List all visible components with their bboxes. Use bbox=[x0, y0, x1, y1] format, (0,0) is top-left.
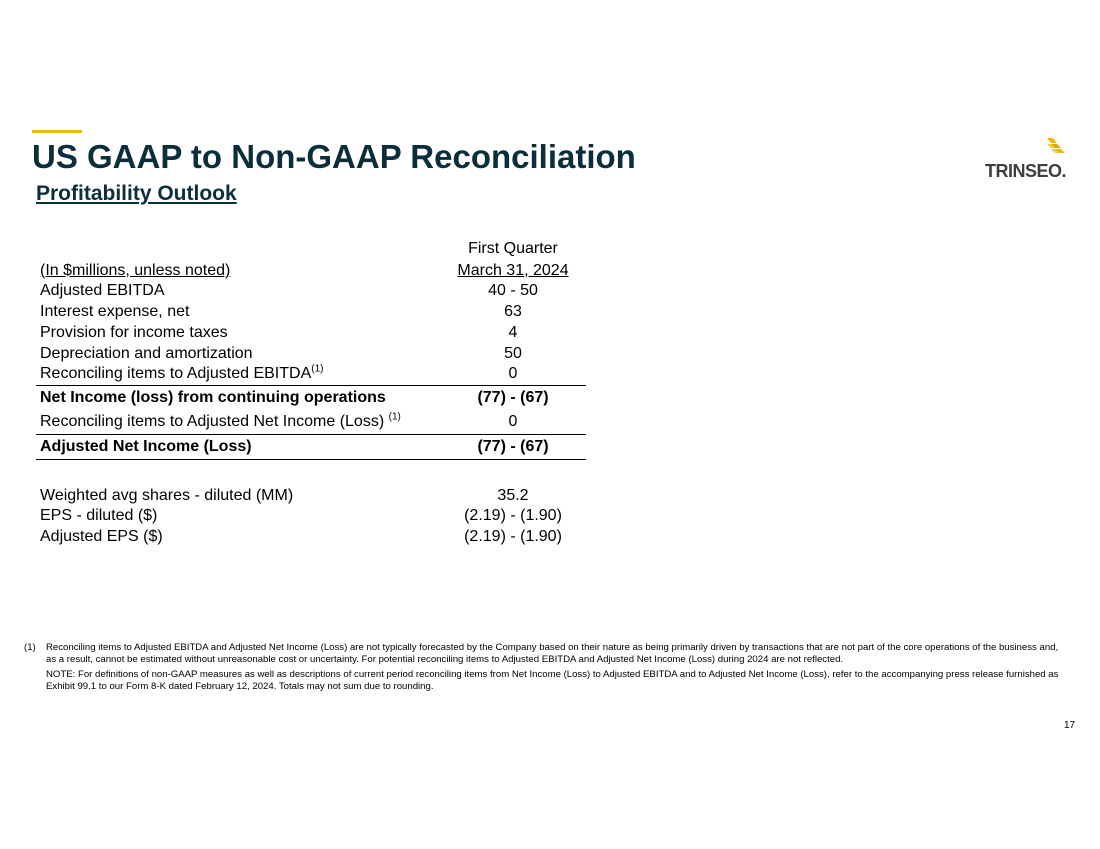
units-label-cell bbox=[36, 238, 440, 281]
table-row-total bbox=[36, 434, 586, 459]
footnote-1 bbox=[24, 642, 1064, 665]
table-row bbox=[36, 281, 586, 302]
row-value: (77) - (67) bbox=[440, 434, 586, 459]
footnote-marker: (1) bbox=[24, 642, 36, 653]
row-label: Provision for income taxes bbox=[40, 323, 228, 341]
row-label: Weighted avg shares - diluted (MM) bbox=[40, 486, 294, 504]
title-accent-bar bbox=[32, 130, 82, 133]
table-row bbox=[36, 410, 586, 434]
row-label-cell bbox=[36, 364, 440, 385]
row-value: 35.2 bbox=[497, 486, 529, 504]
row-value: 50 bbox=[504, 344, 522, 362]
units-label: (In $millions, unless noted) bbox=[40, 261, 231, 279]
row-label: EPS - diluted ($) bbox=[40, 507, 158, 525]
row-value: 63 bbox=[504, 302, 522, 320]
footnote-note: NOTE: For definitions of non-GAAP measures as well as descriptions of current period reconciling items from Net Income (Loss) to Adjusted EBITDA and to Adjusted Net Income (Loss), refer to the accompanying press release furnished as Exhibit 99.1 to our Form 8-K dated February 12, 2024. Totals may not sum due to rounding. bbox=[46, 669, 1059, 692]
row-value: 0 bbox=[440, 410, 586, 434]
row-label: Reconciling items to Adjusted EBITDA bbox=[40, 365, 312, 383]
row-label: Adjusted EBITDA bbox=[40, 282, 165, 300]
table-row bbox=[36, 323, 586, 344]
footnote-ref: (1) bbox=[311, 364, 324, 376]
table-header-row bbox=[36, 238, 586, 281]
row-value: 4 bbox=[508, 323, 518, 341]
row-label: Adjusted EPS ($) bbox=[40, 528, 163, 546]
page-subtitle: Profitability Outlook bbox=[36, 182, 237, 205]
row-label: Depreciation and amortization bbox=[40, 344, 253, 362]
row-label: Interest expense, net bbox=[40, 302, 190, 320]
table-row bbox=[36, 364, 586, 385]
table-row bbox=[36, 486, 586, 507]
table-spacer-row bbox=[36, 459, 586, 486]
trinseo-logo bbox=[985, 136, 1077, 184]
row-label: Reconciling items to Adjusted Net Income (Loss) bbox=[40, 412, 389, 430]
page-title: US GAAP to Non-GAAP Reconciliation bbox=[32, 138, 636, 175]
footnotes bbox=[24, 642, 1064, 692]
footnote-ref: (1) bbox=[388, 411, 401, 423]
reconciliation-table bbox=[36, 238, 586, 548]
logo-text: TRINSEO bbox=[985, 161, 1062, 181]
logo-wordmark bbox=[985, 161, 1066, 182]
table-row bbox=[36, 344, 586, 365]
row-value: (2.19) - (1.90) bbox=[464, 507, 562, 525]
column-header-line1: First Quarter bbox=[468, 240, 558, 257]
row-label: Adjusted Net Income (Loss) bbox=[36, 434, 440, 459]
column-header-line2: March 31, 2024 bbox=[457, 261, 569, 279]
row-label: Net Income (loss) from continuing operations bbox=[40, 389, 386, 407]
table-row bbox=[36, 527, 586, 548]
column-header-cell bbox=[440, 238, 586, 281]
row-value: (77) - (67) bbox=[477, 389, 549, 407]
row-value: 0 bbox=[440, 364, 586, 385]
table-row bbox=[36, 506, 586, 527]
row-value: 40 - 50 bbox=[488, 282, 538, 300]
logo-suffix: . bbox=[1061, 161, 1067, 181]
page-number: 17 bbox=[1064, 720, 1076, 731]
row-value: (2.19) - (1.90) bbox=[464, 528, 562, 546]
footnote-text: Reconciling items to Adjusted EBITDA and Adjusted Net Income (Loss) are not typically forecasted by the Company based on their nature as being primarily driven by transactions that are not part of the core operations of the business and, as a result, cannot be estimated without unreasonable cost or uncertainty. For potential reconciling items to Adjusted EBITDA and Adjusted Net Income (Loss) during 2024 are not reflected. bbox=[46, 642, 1059, 665]
row-label-cell bbox=[36, 410, 440, 434]
table-row bbox=[36, 302, 586, 323]
trinseo-arrow-icon bbox=[1045, 136, 1067, 158]
table-row-subtotal bbox=[36, 386, 586, 410]
